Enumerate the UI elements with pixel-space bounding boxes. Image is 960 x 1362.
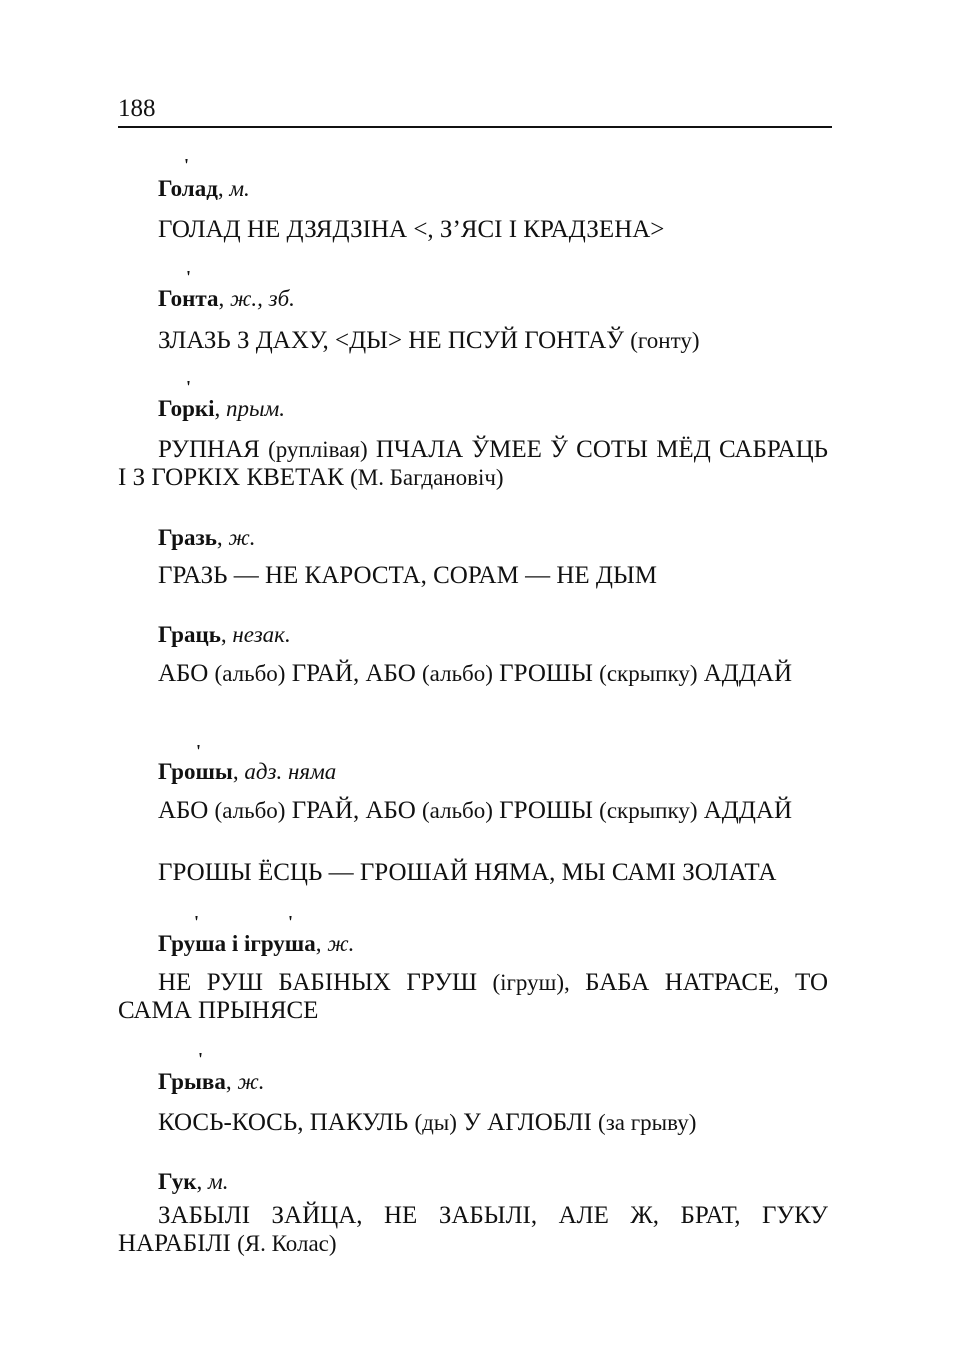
saying-text: РУПНАЯ <box>158 436 260 463</box>
grammar-label: м. <box>229 176 250 201</box>
saying-text: ГОЛАД НЕ ДЗЯДЗІНА <, З’ЯСІ І КРАДЗЕНА> <box>158 216 665 243</box>
headword-line: Гонта, ж., зб. <box>158 286 295 311</box>
headword-variant: ігруша <box>243 931 316 956</box>
headword: Граць <box>158 622 221 647</box>
grammar-label: адз. няма <box>244 759 337 784</box>
grammar-label: незак. <box>232 622 291 647</box>
header-rule <box>118 126 832 128</box>
saying-gloss: (альбо) <box>422 661 493 686</box>
grammar-label: ж. <box>327 931 355 956</box>
saying-gloss: (скрыпку) <box>599 798 698 823</box>
saying-gloss: (Я. Колас) <box>237 1231 337 1256</box>
page-number: 188 <box>118 95 156 122</box>
stress-mark: ' <box>186 377 192 397</box>
saying <box>118 436 828 492</box>
headword-line: Гук, м. <box>158 1169 229 1194</box>
headword-line: Грыва, ж. <box>158 1069 265 1094</box>
saying-text: БАБА НАТРАСЕ, ТО САМА ПРЫНЯСЕ <box>118 969 829 1024</box>
saying <box>118 327 828 355</box>
saying-text: НЕ РУШ БАБІНЫХ ГРУШ <box>158 969 478 996</box>
saying-gloss: (ды) <box>414 1110 457 1135</box>
saying-gloss: (за грыву) <box>598 1110 697 1135</box>
saying-text: ПЧАЛА ЎМЕЕ Ў СОТЫ МЁД САБРАЦЬ І З ГОРКІХ КВЕТАК <box>118 436 829 491</box>
saying <box>118 1202 828 1258</box>
saying-gloss: (ігруш), <box>492 970 570 995</box>
saying-text: ГРАЙ, АБО <box>291 797 416 824</box>
saying-text: ЗАБЫЛІ ЗАЙЦА, НЕ ЗАБЫЛІ, АЛЕ Ж, БРАТ, ГУКУ НАРАБІЛІ <box>118 1202 828 1257</box>
saying-text: ГРАЙ, АБО <box>291 660 416 687</box>
stress-mark: ' <box>196 741 202 761</box>
grammar-label: ж. <box>237 1069 265 1094</box>
headword-line: Грошы, адз. няма <box>158 759 337 784</box>
headword: Гук <box>158 1169 197 1194</box>
headword: Грошы <box>158 759 233 784</box>
saying-gloss: (альбо) <box>214 661 286 686</box>
stress-mark: ' <box>198 1049 204 1069</box>
saying-gloss: (альбо) <box>214 798 286 823</box>
stress-mark: ' <box>194 912 200 932</box>
saying-text: ГРОШЫ <box>499 660 593 687</box>
stress-mark: ' <box>184 155 190 175</box>
headword: Груша <box>158 931 227 956</box>
saying-text: ГРОШЫ ЁСЦЬ — ГРОШАЙ НЯМА, МЫ САМІ ЗОЛАТА <box>158 859 777 886</box>
saying <box>118 969 828 1025</box>
saying-text: ГРАЗЬ — НЕ КАРОСТА, СОРАМ — НЕ ДЫМ <box>158 562 657 589</box>
stress-mark: ' <box>186 267 192 287</box>
headword: Голад <box>158 176 218 201</box>
headword-line: Гразь, ж. <box>158 525 256 550</box>
headword: Гразь <box>158 525 217 550</box>
saying-text: У АГЛОБЛІ <box>463 1109 592 1136</box>
saying-gloss: (М. Багдановіч) <box>350 465 504 490</box>
saying-text: АДДАЙ <box>703 660 793 687</box>
saying-gloss: (руплівая) <box>268 437 368 462</box>
headword-line: Груша і ігруша, ж. <box>158 931 355 956</box>
grammar-label: прым. <box>226 396 286 421</box>
grammar-label: ж. <box>228 525 256 550</box>
saying <box>118 562 828 590</box>
saying <box>118 1109 828 1137</box>
saying <box>118 797 828 825</box>
saying-text: ГРОШЫ <box>499 797 593 824</box>
saying-gloss: (скрыпку) <box>599 661 698 686</box>
saying <box>118 660 828 688</box>
saying-text: АБО <box>158 797 209 824</box>
saying-text: ЗЛАЗЬ З ДАХУ, <ДЫ> НЕ ПСУЙ ГОНТАЎ <box>158 327 625 354</box>
saying-text: АБО <box>158 660 209 687</box>
headword-line: Горкі, прым. <box>158 396 286 421</box>
headword: Гонта <box>158 286 219 311</box>
saying-text: АДДАЙ <box>703 797 793 824</box>
stress-mark: ' <box>288 912 294 932</box>
grammar-label: ж., зб. <box>229 286 295 311</box>
saying-text: КОСЬ-КОСЬ, ПАКУЛЬ <box>158 1109 409 1136</box>
headword-connector: і <box>231 931 239 956</box>
headword: Горкі <box>158 396 215 421</box>
headword: Грыва <box>158 1069 226 1094</box>
grammar-label: м. <box>208 1169 229 1194</box>
saying-gloss: (гонту) <box>630 328 700 353</box>
saying-gloss: (альбо) <box>422 798 493 823</box>
saying <box>118 859 828 887</box>
headword-line: Голад, м. <box>158 176 250 201</box>
headword-line: Граць, незак. <box>158 622 291 647</box>
saying <box>118 216 828 244</box>
